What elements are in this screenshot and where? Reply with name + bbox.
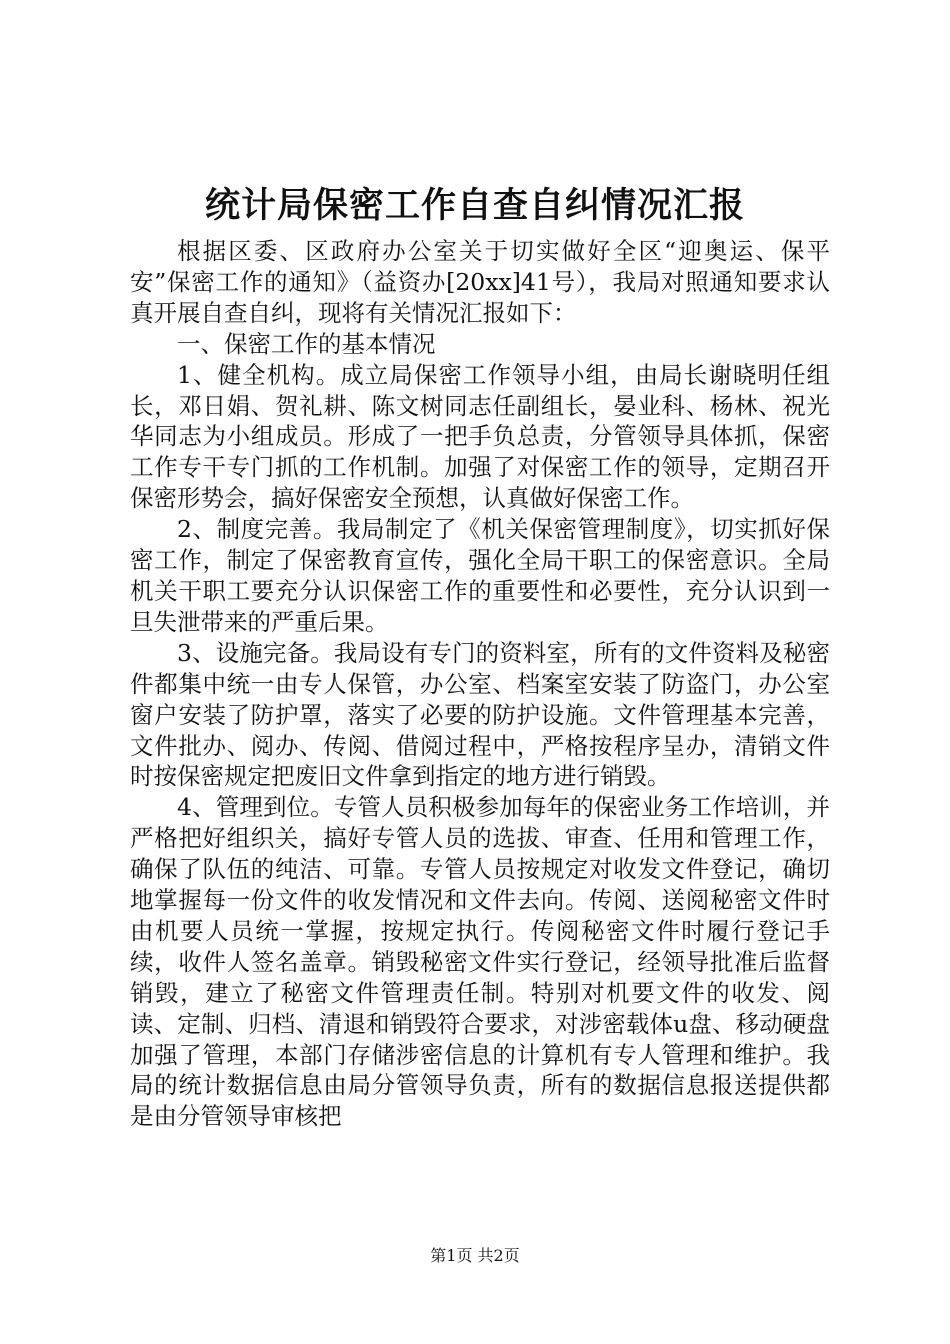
paragraph-item-3: 3、设施完备。我局设有专门的资料室，所有的文件资料及秘密件都集中统一由专人保管，办公室、档案室安装了防盗门，办公室窗户安装了防护罩，落实了必要的防护设施。文件管理基本完善，文件批办、阅办、传阅、借阅过程中，严格按程序呈办，清销文件时按保密规定把废旧文件拿到指定的地方进行销毁。 [130,638,830,791]
paragraph-intro: 根据区委、区政府办公室关于切实做好全区“迎奥运、保平安”保密工作的通知》（益资办[20xx]41号），我局对照通知要求认真开展自查自纠，现将有关情况汇报如下： [130,237,830,327]
section-heading-basic-situation: 一、保密工作的基本情况 [177,329,436,358]
document-title: 统计局保密工作自查自纠情况汇报 [204,186,745,226]
paragraph-item-1: 1、健全机构。成立局保密工作领导小组，由局长谢晓明任组长，邓日娟、贺礼耕、陈文树同志任副组长，晏业科、杨林、祝光华同志为小组成员。形成了一把手负总责，分管领导具体抓，保密工作专干专门抓的工作机制。加强了对保密工作的领导，定期召开保密形势会，搞好保密安全预想，认真做好保密工作。 [130,360,830,513]
page-number-footer: 第1页 共2页 [430,1246,520,1265]
document-body [130,236,830,1132]
paragraph-item-2: 2、制度完善。我局制定了《机关保密管理制度》，切实抓好保密工作，制定了保密教育宣传，强化全局干职工的保密意识。全局机关干职工要充分认识保密工作的重要性和必要性，充分认识到一旦失泄带来的严重后果。 [130,515,830,636]
paragraph-item-4: 4、管理到位。专管人员积极参加每年的保密业务工作培训，并严格把好组织关，搞好专管人员的选拔、审查、任用和管理工作，确保了队伍的纯洁、可靠。专管人员按规定对收发文件登记，确切地掌握每一份文件的收发情况和文件去向。传阅、送阅秘密文件时由机要人员统一掌握，按规定执行。传阅秘密文件时履行登记手续，收件人签名盖章。销毁秘密文件实行登记，经领导批准后监督销毁，建立了秘密文件管理责任制。特别对机要文件的收发、阅读、定制、归档、清退和销毁符合要求，对涉密载体u盘、移动硬盘加强了管理，本部门存储涉密信息的计算机有专人管理和维护。我局的统计数据信息由局分管领导负责，所有的数据信息报送提供都是由分管领导审核把 [130,793,830,1131]
